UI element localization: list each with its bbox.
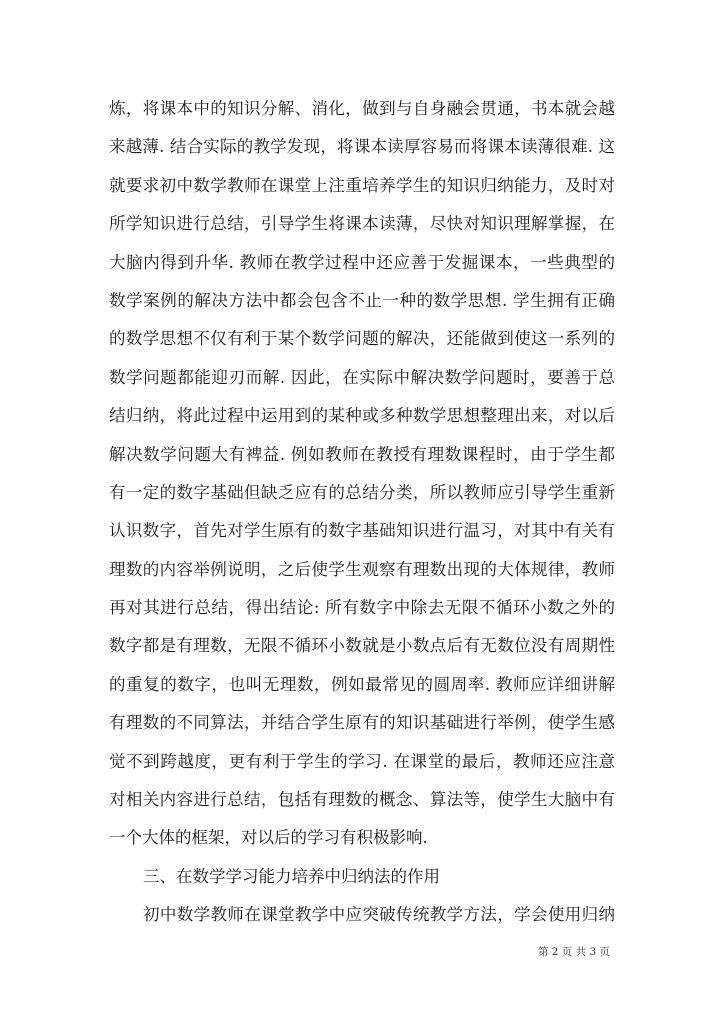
text-line: 数学问题都能迎刃而解. 因此，在实际中解决数学问题时，要善于总 (109, 367, 615, 387)
text-line: 再对其进行总结，得出结论: 所有数字中除去无限不循环小数之外的 (109, 598, 615, 618)
text-line: 大脑内得到升华. 教师在教学过程中还应善于发掘课本，一些典型的 (109, 252, 615, 272)
text-line: 的重复的数字，也叫无理数，例如最常见的圆周率. 教师应详细讲解 (109, 674, 615, 694)
text-line: 数学案例的解决方法中都会包含不止一种的数学思想. 学生拥有正确 (109, 290, 615, 310)
text-line: 结归纳，将此过程中运用到的某种或多种数学思想整理出来，对以后 (109, 406, 615, 426)
text-line: 认识数字，首先对学生原有的数字基础知识进行温习，对其中有关有 (109, 521, 615, 541)
text-line: 数字都是有理数，无限不循环小数就是小数点后有无数位没有周期性 (109, 636, 615, 656)
page-number: 第 2 页 共 3 页 (537, 946, 610, 958)
text-line: 觉不到跨越度，更有利于学生的学习. 在课堂的最后，教师还应注意 (109, 751, 615, 771)
text-line: 有理数的不同算法，并结合学生原有的知识基础进行举例，使学生感 (109, 713, 615, 733)
text-line: 解决数学问题大有裨益. 例如教师在教授有理数课程时，由于学生都 (109, 444, 615, 464)
text-line: 一个大体的框架，对以后的学习有积极影响. (109, 828, 428, 848)
text-line: 炼，将课本中的知识分解、消化，做到与自身融会贯通，书本就会越 (109, 99, 615, 118)
text-line: 所学知识进行总结，引导学生将课本读薄，尽快对知识理解掌握，在 (109, 214, 615, 234)
text-line: 来越薄. 结合实际的教学发现，将课本读厚容易而将课本读薄很难. 这 (109, 137, 615, 157)
body-text (109, 90, 615, 935)
text-line: 理数的内容举例说明，之后使学生观察有理数出现的大体规律，教师 (109, 559, 615, 579)
text-line: 就要求初中数学教师在课堂上注重培养学生的知识归纳能力，及时对 (109, 175, 615, 195)
text-line: 初中数学教师在课堂教学中应突破传统教学方法，学会使用归纳 (143, 905, 615, 925)
text-line: 对相关内容进行总结，包括有理数的概念、算法等，使学生大脑中有 (109, 790, 615, 810)
section-heading: 三、在数学学习能力培养中归纳法的作用 (143, 866, 440, 886)
text-line: 的数学思想不仅有利于某个数学问题的解决，还能做到使这一系列的 (109, 329, 615, 349)
text-line: 有一定的数字基础但缺乏应有的总结分类，所以教师应引导学生重新 (109, 482, 615, 502)
